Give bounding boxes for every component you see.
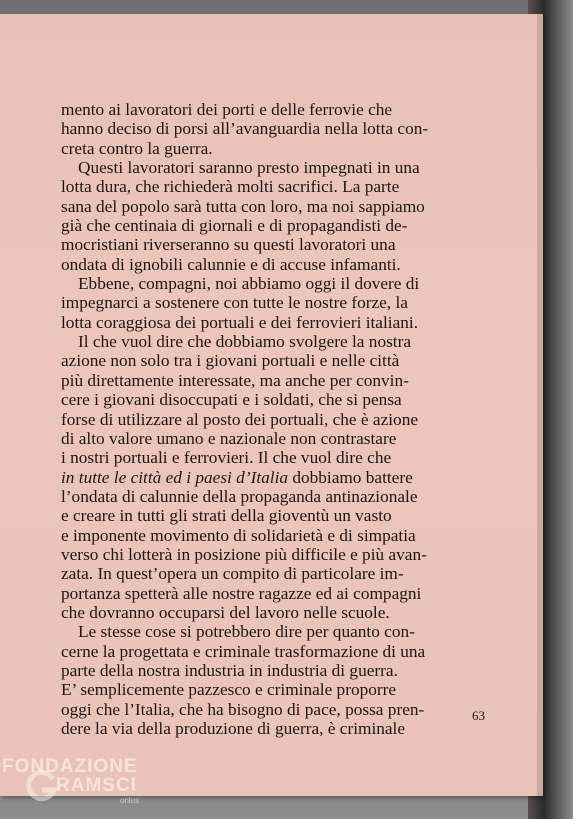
- text-line: zata. In quest’opera un compito di particolare im-: [61, 564, 404, 584]
- text-line: impegnarci a sostenere con tutte le nostre forze, la: [61, 293, 408, 313]
- text-line: creta contro la guerra.: [61, 138, 213, 158]
- text-line: mento ai lavoratori dei porti e delle ferrovie che: [61, 100, 393, 119]
- text-line: l’ondata di calunnie della propaganda antinazionale: [61, 486, 418, 506]
- paragraph-2: [61, 158, 476, 274]
- text-line: lotta dura, che richiederà molti sacrifici. La parte: [61, 177, 400, 197]
- text-line: e creare in tutti gli strati della gioventù un vasto: [61, 506, 392, 526]
- text-line: forse di utilizzare al posto dei portuali, che è azione: [61, 409, 418, 429]
- text-line: E’ semplicemente pazzesco e criminale proporre: [61, 680, 397, 700]
- text-line: [61, 468, 413, 487]
- page-number: 63: [472, 708, 485, 723]
- text-line: e imponente movimento di solidarietà e di simpatia: [61, 525, 416, 545]
- paragraph-1: [61, 100, 476, 158]
- text-line: più direttamente interessate, ma anche per convin-: [61, 370, 409, 390]
- body-text: [61, 100, 476, 738]
- text-line: cere i giovani disoccupati e i soldati, che si pensa: [61, 390, 402, 410]
- text-line: Le stesse cose si potrebbero dire per quanto con-: [78, 622, 415, 642]
- watermark-line-1: FONDAZIONE: [2, 756, 138, 777]
- text-line: ondata di ignobili calunnie e di accuse infamanti.: [61, 254, 401, 274]
- text-line: Ebbene, compagni, noi abbiamo oggi il dovere di: [78, 274, 420, 294]
- text-line: verso chi lotterà in posizione più difficile e più avan-: [61, 544, 427, 564]
- watermark-logo: [2, 756, 172, 812]
- italic-phrase: in tutte le città ed i paesi d’Italia: [61, 467, 289, 487]
- text-line: di alto valore umano e nazionale non contrastare: [61, 428, 397, 448]
- text-line: Questi lavoratori saranno presto impegnati in una: [78, 158, 420, 178]
- text-fragment: dobbiamo battere: [288, 467, 413, 487]
- text-line: portanza spetterà alle nostre ragazze ed ai compagni: [61, 583, 422, 603]
- watermark-line-2: RAMSCI: [56, 775, 137, 796]
- text-line: sana del popolo sarà tutta con loro, ma noi sappiamo: [61, 196, 425, 216]
- paragraph-3: [61, 274, 476, 332]
- paragraph-5: [61, 622, 476, 738]
- text-line: dere la via della produzione di guerra, è criminale: [61, 719, 406, 738]
- text-line: che dovranno occuparsi del lavoro nelle scuole.: [61, 602, 390, 622]
- text-line: già che centinaia di giornali e di propagandisti de-: [61, 216, 408, 236]
- text-line: parte della nostra industria in industria di guerra.: [61, 660, 398, 680]
- text-line: Il che vuol dire che dobbiamo svolgere la nostra: [78, 332, 412, 352]
- text-line: cerne la progettata e criminale trasformazione di una: [61, 641, 426, 661]
- text-line: mocristiani riverseranno su questi lavoratori una: [61, 235, 396, 255]
- text-line: i nostri portuali e ferrovieri. Il che vuol dire che: [61, 448, 392, 468]
- text-line: oggi che l’Italia, che ha bisogno di pace, possa pren-: [61, 699, 425, 719]
- text-line: azione non solo tra i giovani portuali e nelle città: [61, 351, 400, 371]
- text-line: hanno deciso di porsi all’avanguardia nella lotta con-: [61, 119, 429, 139]
- paragraph-4: [61, 332, 476, 622]
- text-line: lotta coraggiosa dei portuali e dei ferrovieri italiani.: [61, 312, 419, 332]
- watermark-suffix: onlus: [120, 796, 140, 805]
- page-edge: [537, 14, 543, 796]
